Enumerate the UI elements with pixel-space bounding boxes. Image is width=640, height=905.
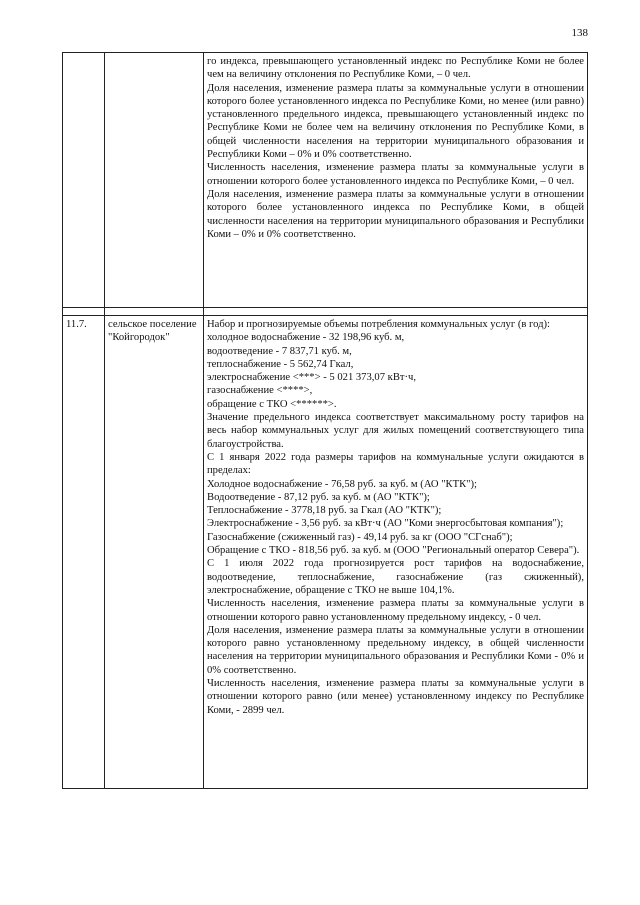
municipality-name-cell <box>105 53 204 308</box>
content-paragraph: Доля населения, изменение размера платы за коммунальные услуги в отношении которого более установленного индекса по Республике Коми, в общей численности населения на территории муниципального образования и Республики Коми – 0% и 0% соответственно. <box>207 188 584 240</box>
content-paragraph: го индекса, превышающего установленный индекс по Республике Коми не более чем на величину отклонения по Республике Коми, – 0 чел. <box>207 56 584 81</box>
content-paragraph: Численность населения, изменение размера платы за коммунальные услуги в отношении которого равно установленному предельному индексу, - 0 чел. <box>207 598 584 623</box>
content-paragraph: Численность населения, изменение размера платы за коммунальные услуги в отношении которого более установленного индекса по Республике Коми, – 0 чел. <box>207 162 584 187</box>
municipality-name-cell: сельское поселение "Койгородок" <box>105 316 204 789</box>
table-row <box>63 316 588 789</box>
row-content-cell <box>204 53 588 308</box>
content-paragraph: обращение с ТКО <******>. <box>207 398 337 410</box>
content-paragraph: Доля населения, изменение размера платы за коммунальные услуги в отношении которого равно установленному предельному индексу, в общей численности населения на территории муниципального образования и Республики Коми - 0% и 0% соответственно. <box>207 624 584 676</box>
content-paragraph: Газоснабжение (сжиженный газ) - 49,14 руб. за кг (ООО "СГснаб"); <box>207 531 513 543</box>
content-paragraph: Доля населения, изменение размера платы за коммунальные услуги в отношении которого более установленного индекса по Республике Коми, но менее (или равно) установленного предельного индекса, превышающего установленный индекс по Республике Коми не более чем на величину отклонения по Республике Коми, в общей численности населения на территории муниципального образования и Республики Коми – 0% и 0% соответственно. <box>207 82 584 161</box>
content-paragraph: водоотведение - 7 837,71 куб. м, <box>207 345 352 357</box>
content-paragraph: Значение предельного индекса соответствует максимальному росту тарифов на весь набор коммунальных услуг для жилых помещений соответствующего типа благоустройства. <box>207 412 584 450</box>
content-paragraph: холодное водоснабжение - 32 198,96 куб. м, <box>207 332 405 344</box>
content-paragraph: теплоснабжение - 5 562,74 Гкал, <box>207 358 354 370</box>
page-number: 138 <box>571 27 588 39</box>
content-paragraph: С 1 января 2022 года размеры тарифов на коммунальные услуги ожидаются в пределах: <box>207 451 584 477</box>
table-gap-row <box>63 308 588 316</box>
content-paragraph: Водоотведение - 87,12 руб. за куб. м (АО "КТК"); <box>207 491 430 503</box>
row-number-cell: 11.7. <box>63 316 105 789</box>
row-content-cell <box>204 316 588 789</box>
gap-cell <box>105 308 204 316</box>
gap-cell <box>63 308 105 316</box>
content-paragraph: Теплоснабжение - 3778,18 руб. за Гкал (АО "КТК"); <box>207 505 442 517</box>
content-paragraph: электроснабжение <***> - 5 021 373,07 кВт·ч, <box>207 372 417 384</box>
row-number-cell <box>63 53 105 308</box>
content-paragraph: Холодное водоснабжение - 76,58 руб. за куб. м (АО "КТК"); <box>207 478 477 490</box>
content-paragraph: газоснабжение <****>, <box>207 385 313 397</box>
content-paragraph: Электроснабжение - 3,56 руб. за кВт·ч (АО "Коми энергосбытовая компания"); <box>207 518 564 530</box>
content-paragraph: Обращение с ТКО - 818,56 руб. за куб. м (ООО "Региональный оператор Севера"). <box>207 545 580 557</box>
document-table <box>62 52 588 789</box>
content-paragraph: Численность населения, изменение размера платы за коммунальные услуги в отношении которого равно (или менее) установленному индексу по Республике Коми, - 2899 чел. <box>207 678 584 716</box>
gap-cell <box>204 308 588 316</box>
table-row <box>63 53 588 308</box>
content-paragraph: С 1 июля 2022 года прогнозируется рост тарифов на водоснабжение, водоотведение, теплоснабжение, газоснабжение (газ сжиженный), электроснабжение, обращение с ТКО не выше 104,1%. <box>207 558 584 596</box>
content-paragraph: Набор и прогнозируемые объемы потребления коммунальных услуг (в год): <box>207 319 550 330</box>
